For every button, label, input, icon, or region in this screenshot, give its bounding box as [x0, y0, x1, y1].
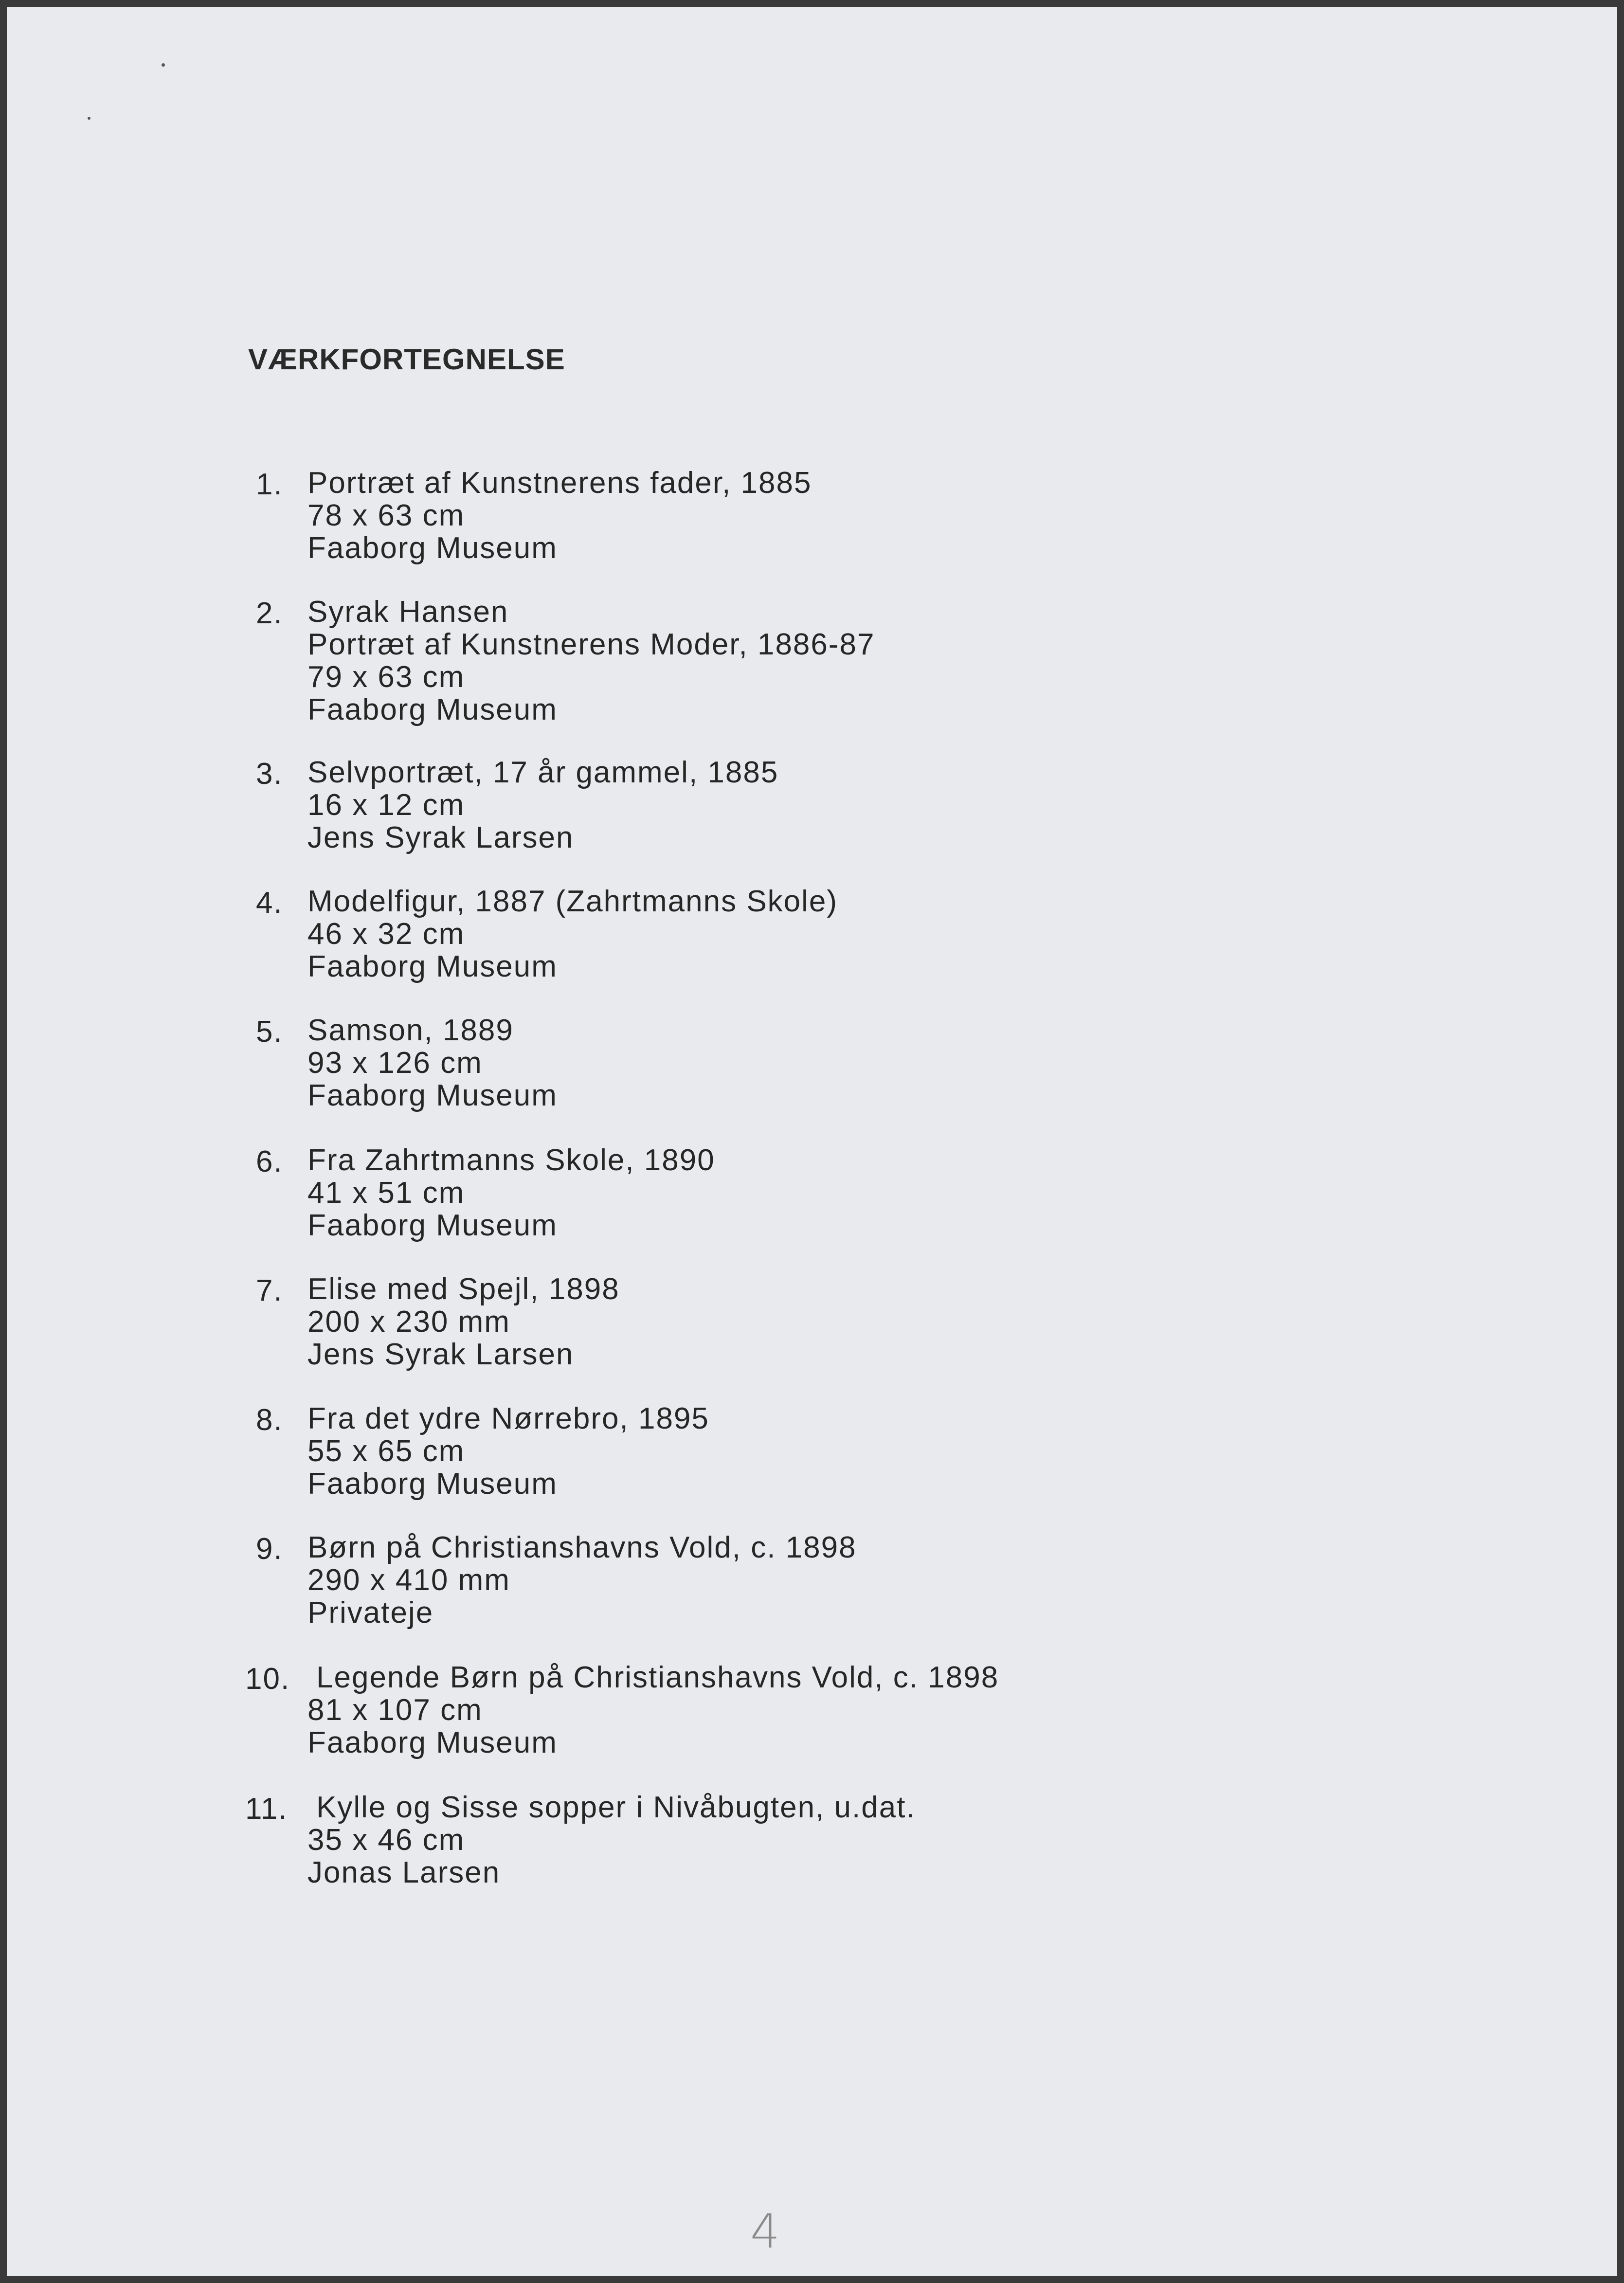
entry-dimensions: 200 x 230 mm: [307, 1305, 510, 1339]
handwritten-page-number: 4: [750, 2204, 780, 2259]
document-heading: VÆRKFORTEGNELSE: [248, 343, 565, 376]
entry-title: Modelfigur, 1887 (Zahrtmanns Skole): [307, 885, 838, 918]
entry-dimensions: 35 x 46 cm: [307, 1823, 465, 1857]
entry-owner: Jens Syrak Larsen: [307, 1338, 574, 1371]
entry-number: 2.: [256, 597, 283, 630]
entry-number: 8.: [256, 1403, 283, 1437]
entry-number: 7.: [256, 1274, 283, 1307]
entry-owner: Faaborg Museum: [307, 1079, 558, 1112]
entry-dimensions: 46 x 32 cm: [307, 917, 465, 951]
entry-dimensions: 16 x 12 cm: [307, 788, 465, 822]
entry-number: 11.: [245, 1792, 288, 1826]
entry-owner: Faaborg Museum: [307, 1209, 558, 1242]
entry-dimensions: 78 x 63 cm: [307, 499, 465, 532]
entry-title: Selvportræt, 17 år gammel, 1885: [307, 756, 779, 789]
entry-dimensions: 55 x 65 cm: [307, 1434, 465, 1468]
entry-title: Børn på Christianshavns Vold, c. 1898: [307, 1531, 857, 1564]
entry-owner: Faaborg Museum: [307, 693, 558, 726]
entry-number: 1.: [256, 468, 283, 501]
entry-dimensions: 93 x 126 cm: [307, 1046, 483, 1080]
entry-dimensions: 41 x 51 cm: [307, 1176, 465, 1210]
entry-owner: Jonas Larsen: [307, 1856, 501, 1889]
entry-title: Portræt af Kunstnerens Moder, 1886-87: [307, 628, 875, 661]
entry-artist: Syrak Hansen: [307, 595, 509, 629]
entry-title: Portræt af Kunstnerens fader, 1885: [307, 466, 812, 500]
entry-title: Kylle og Sisse sopper i Nivåbugten, u.dat.: [316, 1791, 916, 1824]
entry-title: Elise med Spejl, 1898: [307, 1272, 620, 1306]
entry-title: Legende Børn på Christianshavns Vold, c. 1898: [316, 1661, 999, 1694]
entry-owner: Faaborg Museum: [307, 531, 558, 565]
entry-number: 4.: [256, 886, 283, 920]
entry-number: 6.: [256, 1145, 283, 1178]
entry-owner: Faaborg Museum: [307, 950, 558, 983]
entry-owner: Privateje: [307, 1596, 434, 1630]
entry-title: Fra det ydre Nørrebro, 1895: [307, 1402, 709, 1435]
entry-number: 9.: [256, 1532, 283, 1566]
catalogue-list: [7, 7, 1617, 2276]
entry-owner: Faaborg Museum: [307, 1467, 558, 1501]
entry-dimensions: 81 x 107 cm: [307, 1693, 483, 1727]
entry-number: 10.: [245, 1662, 290, 1696]
entry-number: 5.: [256, 1015, 283, 1049]
entry-owner: Jens Syrak Larsen: [307, 821, 574, 854]
document-page: [7, 7, 1617, 2276]
entry-title: Fra Zahrtmanns Skole, 1890: [307, 1143, 715, 1177]
entry-dimensions: 79 x 63 cm: [307, 660, 465, 694]
entry-number: 3.: [256, 757, 283, 791]
entry-dimensions: 290 x 410 mm: [307, 1563, 510, 1597]
entry-title: Samson, 1889: [307, 1014, 514, 1047]
entry-owner: Faaborg Museum: [307, 1726, 558, 1759]
